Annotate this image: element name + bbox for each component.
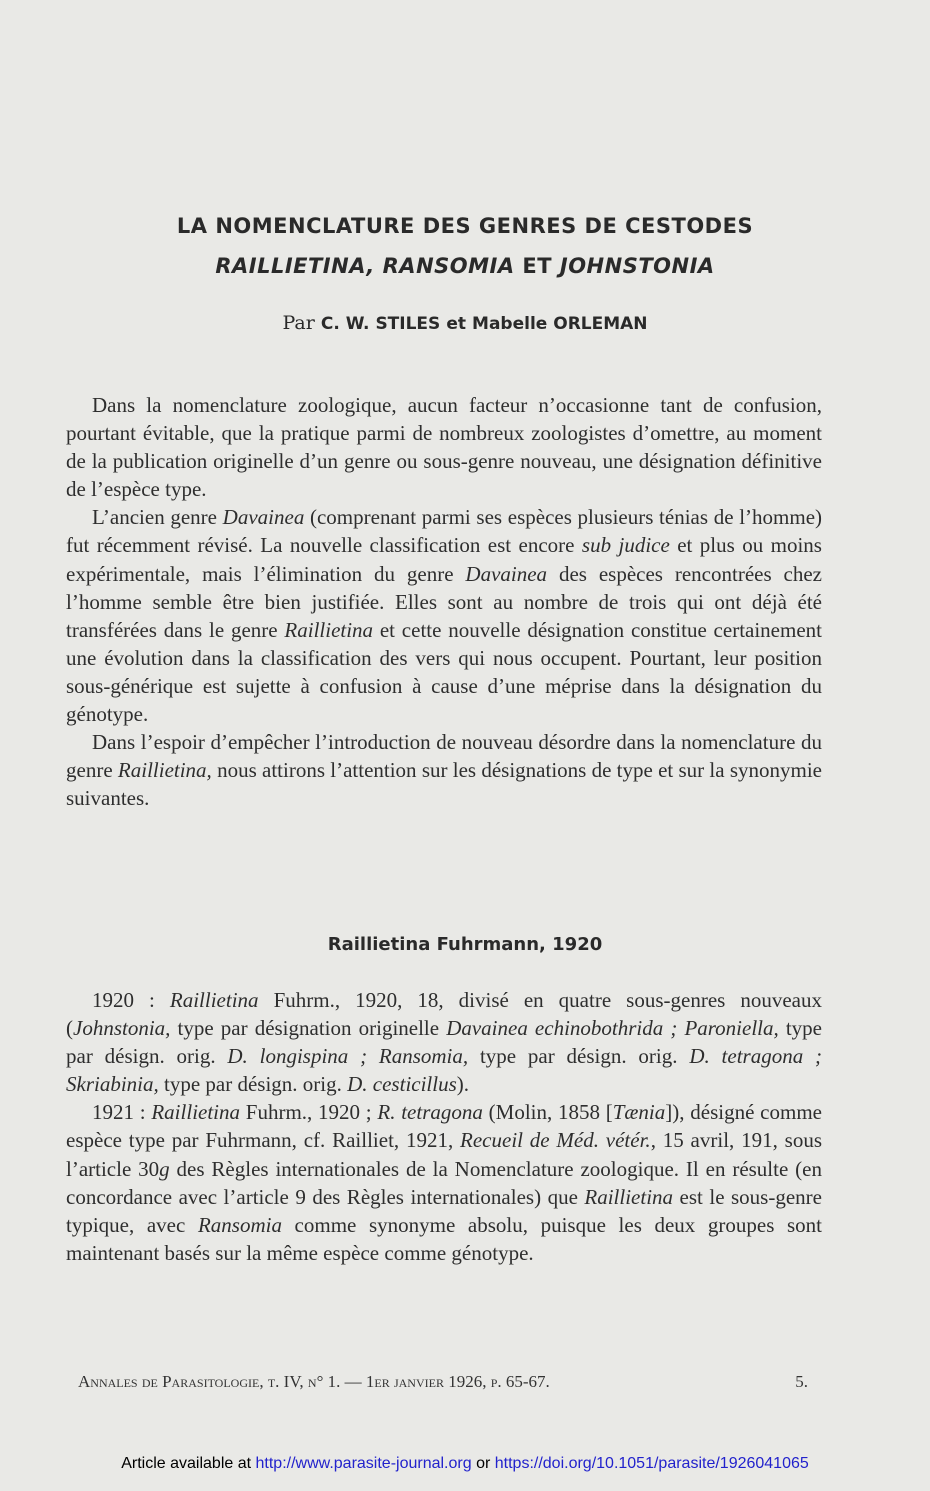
intro-paragraph-3: Dans l’espoir d’empêcher l’introduction de nouveau désordre dans la nomenclature du genre Raillietina, nous attirons l’attention sur les désignations de type et sur la synonymie suivantes. [66,730,822,811]
section-heading: Raillietina Fuhrmann, 1920 [327,934,603,955]
journal-citation-footer [78,1372,808,1392]
journal-site-link[interactable]: http://www.parasite-journal.org [255,1455,472,1472]
article-title-line-1: LA NOMENCLATURE DES GENRES DE CESTODES [176,214,754,238]
article-title-line-2 [0,254,930,278]
section-paragraph-1921: 1921 : Raillietina Fuhrm., 1920 ; R. tetragona (Molin, 1858 [Tænia]), désigné comme espèce type par Fuhrmann, cf. Railliet, 1921, Recueil de Méd. vétér., 15 avril, 191, sous l’article 30g des Règles internationales de la Nomenclature zoologique. Il en résulte (en concordance avec l’article 9 des Règles internationales) que Raillietina est le sous-genre typique, avec Ransomia comme synonyme absolu, puisque les deux groupes sont maintenant basés sur la même espèce comme génotype. [66,1100,823,1265]
introduction-text [66,391,822,812]
byline-prefix: Par [282,312,315,334]
title-genus-raillietina: RAILLIETINA, [215,254,375,278]
intro-paragraph-2: L’ancien genre Davainea (comprenant parmi ses espèces plusieurs ténias de l’homme) fut récemment révisé. La nouvelle classification est encore sub judice et plus ou moins expérimentale, mais l’élimination du genre Davainea des espèces rencontrées chez l’homme semble être bien justifiée. Elles sont au nombre de trois qui ont déjà été transférées dans le genre Raillietina et cette nouvelle désignation constitue certainement une évolution dans la classification des vers qui nous occupent. Pourtant, leur position sous-générique est sujette à confusion à cause d’une méprise dans la désignation du génotype. [66,505,823,727]
author-byline [0,312,930,334]
section-text [66,986,822,1267]
section-paragraph-1920: 1920 : Raillietina Fuhrm., 1920, 18, divisé en quatre sous-genres nouveaux (Johnstonia, type par désignation originelle Davainea echinobothrida ; Paroniella, type par désign. orig. D. longispina ; Ransomia, type par désign. orig. D. tetragona ; Skriabinia, type par désign. orig. D. cesticillus). [66,988,823,1097]
title-conjunction: ET [522,254,553,278]
page-number: 5. [795,1372,808,1391]
byline-conjunction: et [446,314,466,334]
author-stiles: C. W. STILES [320,314,441,334]
article-availability-notice [0,1455,930,1473]
availability-prefix: Article available at [121,1455,256,1472]
intro-paragraph-1: Dans la nomenclature zoologique, aucun facteur n’occasionne tant de confusion, pourtant évitable, que la pratique parmi de nombreux zoologistes d’omettre, au moment de la publication originelle d’un genre ou sous-genre nouveau, une désignation définitive de l’espèce type. [66,393,822,502]
author-orleman: Mabelle ORLEMAN [472,314,648,334]
title-genus-ransomia: RANSOMIA [382,254,515,278]
journal-reference: Annales de Parasitologie, t. IV, n° 1. — 1er janvier 1926, p. 65-67. [78,1372,550,1391]
availability-or: or [471,1455,495,1472]
doi-link[interactable]: https://doi.org/10.1051/parasite/1926041065 [494,1455,809,1472]
title-genus-johnstonia: JOHNSTONIA [559,254,715,278]
